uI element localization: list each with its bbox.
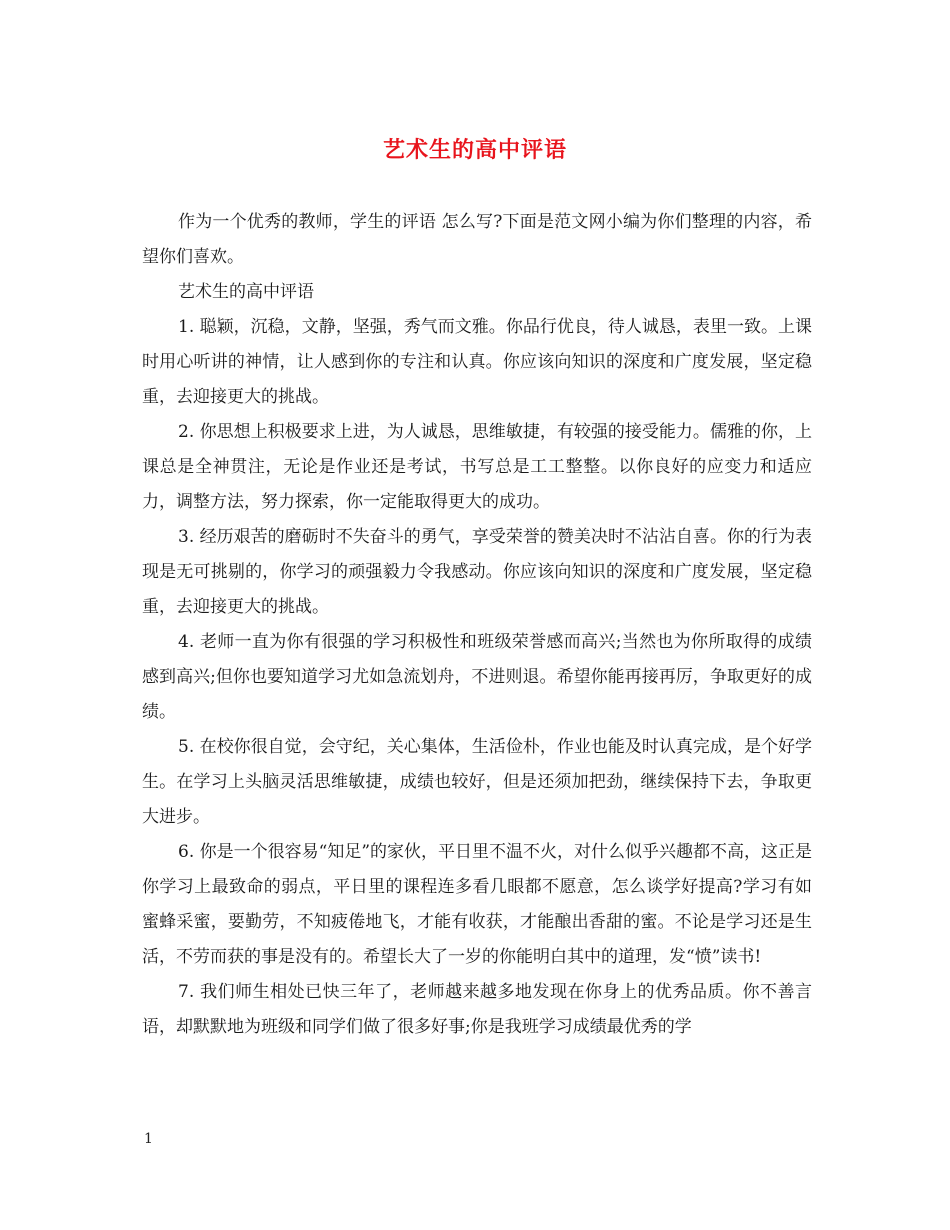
section-heading: 艺术生的高中评语	[178, 282, 314, 302]
document-body	[142, 205, 812, 1045]
comment-item: 7. 我们师生相处已快三年了，老师越来越多地发现在你身上的优秀品质。你不善言语，却默默地为班级和同学们做了很多好事;你是我班学习成绩最优秀的学	[142, 982, 812, 1037]
comment-item: 2. 你思想上积极要求上进，为人诚恳，思维敏捷，有较强的接受能力。儒雅的你，上课总是全神贯注，无论是作业还是考试，书写总是工工整整。以你良好的应变力和适应力，调整方法，努力探索，你一定能取得更大的成功。	[142, 422, 812, 512]
document-title: 艺术生的高中评语	[382, 137, 567, 163]
page-number: 1	[144, 1131, 153, 1147]
comment-item: 5. 在校你很自觉，会守纪，关心集体，生活俭朴，作业也能及时认真完成，是个好学生。在学习上头脑灵活思维敏捷，成绩也较好，但是还须加把劲，继续保持下去，争取更大进步。	[142, 737, 812, 827]
comment-item: 4. 老师一直为你有很强的学习积极性和班级荣誉感而高兴;当然也为你所取得的成绩感到高兴;但你也要知道学习尤如急流划舟，不进则退。希望你能再接再厉，争取更好的成绩。	[142, 632, 812, 722]
intro-paragraph: 作为一个优秀的教师，学生的评语 怎么写?下面是范文网小编为你们整理的内容，希望你们喜欢。	[142, 212, 812, 267]
comment-item: 1. 聪颖，沉稳，文静，坚强，秀气而文雅。你品行优良，待人诚恳，表里一致。上课时用心听讲的神情，让人感到你的专注和认真。你应该向知识的深度和广度发展，坚定稳重，去迎接更大的挑战。	[142, 317, 812, 407]
comment-item: 6. 你是一个很容易“知足”的家伙，平日里不温不火，对什么似乎兴趣都不高，这正是你学习上最致命的弱点，平日里的课程连多看几眼都不愿意，怎么谈学好提高?学习有如蜜蜂采蜜，要勤劳，不知疲倦地飞，才能有收获，才能酿出香甜的蜜。不论是学习还是生活，不劳而获的事是没有的。希望长大了一岁的你能明白其中的道理，发“愤”读书!	[142, 842, 813, 967]
comment-item: 3. 经历艰苦的磨砺时不失奋斗的勇气，享受荣誉的赞美决时不沾沾自喜。你的行为表现是无可挑剔的，你学习的顽强毅力令我感动。你应该向知识的深度和广度发展，坚定稳重，去迎接更大的挑战。	[142, 527, 812, 617]
